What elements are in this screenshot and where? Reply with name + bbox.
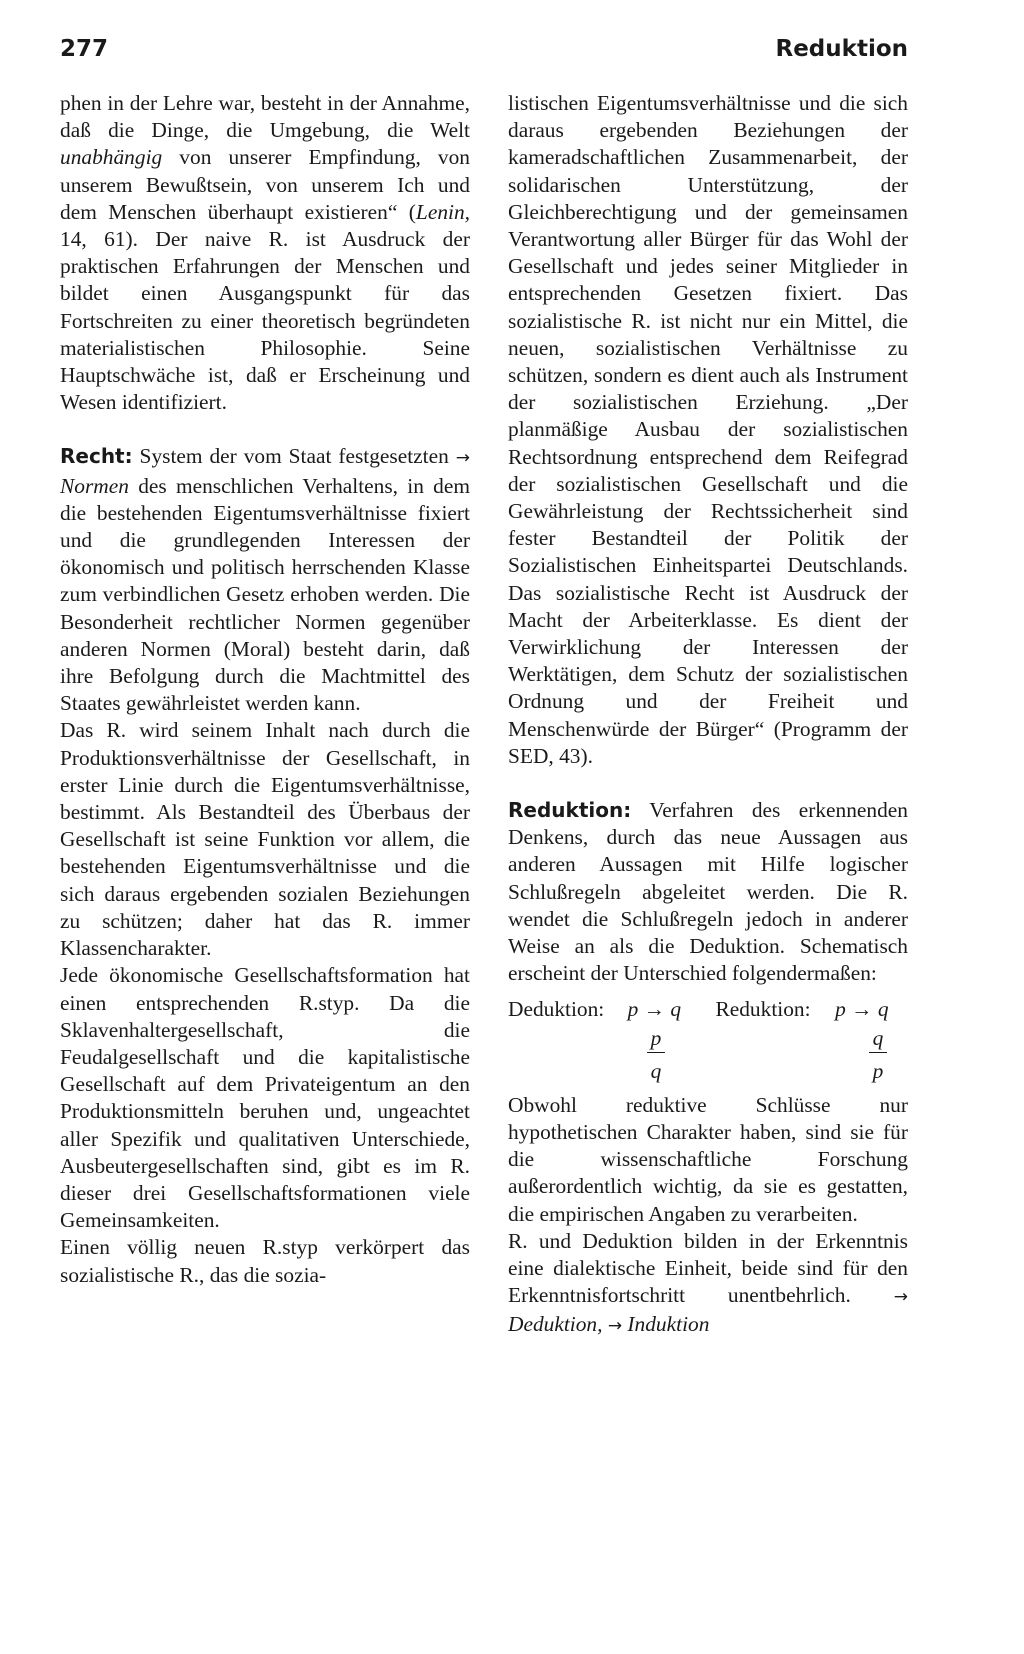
schema-formula-reduktion: p → q (835, 996, 889, 1021)
entry-recht: Recht: System der vom Staat festgesetzten → Normen des menschlichen Verhaltens, in dem die bestehenden Eigentumsverhältnisse fixiert und die grundlegenden Interessen der ökonomisch und politisch herrschenden Klasse zum verbindlichen Gesetz erhoben werden. Die Besonderheit rechtlicher Normen gegenüber anderen Normen (Moral) besteht darin, daß ihre Befolgung durch die Machtmittel des Staates gewährleistet werden kann. (60, 444, 470, 716)
schema-label-deduktion: Deduktion: (508, 996, 605, 1021)
paragraph-gesellschaftsformation: Jede ökonomische Gesellschaftsformation hat einen entsprechenden R.styp. Da die Sklavenhaltergesellschaft, die Feudalgesellschaft und die kapitalistische Gesellschaft auf dem Privateigentum an den Produktionsmitteln beruhen und, ungeachtet aller Spezifik und qualitativen Unterschiede, Ausbeutergesellschaften sind, gibt es im R. dieser drei Gesellschaftsformationen viele Gemeinsamkeiten. (60, 963, 470, 1233)
schema-formula-deduktion: p → q (627, 996, 682, 1021)
page-header (60, 36, 908, 70)
schema-label-reduktion: Reduktion: (715, 996, 811, 1021)
right-column (508, 90, 908, 1341)
emphasis-unabhaengig: unabhängig (60, 145, 163, 170)
entry-term-recht: Recht: (60, 444, 133, 469)
cross-reference-normen[interactable]: Normen (60, 473, 129, 498)
schema-fraction-deduktion: $\frac{p}{q}$ (636, 1025, 676, 1086)
paragraph-dialektische-einheit: R. und Deduktion bilden in der Erkenntnis eine dialektische Einheit, beide sind für den Erkenntnisfortschritt unentbehrlich. → Deduktion, → Induktion (508, 1228, 908, 1337)
entry-term-reduktion: Reduktion: (508, 798, 632, 823)
paragraph-recht-inhalt: Das R. wird seinem Inhalt nach durch die Produktionsverhältnisse der Gesellschaft, in erster Linie durch die Eigentumsverhältnisse, bestimmt. Als Bestandteil des Überbaus der Gesellschaft ist seine Funktion vor allem, die bestehenden Eigentumsverhältnisse und die sich daraus ergebenden sozialen Beziehungen zu schützen; daher hat das R. immer Klassencharakter. (60, 718, 470, 961)
paragraph-sozialistisches-recht-cont: listischen Eigentumsverhältnisse und die sich daraus ergebenden Beziehungen der kameradschaftlichen Zusammenarbeit, der solidarischen Unterstützung, der Gleichberechtigung und der gemeinsamen Verantwortung aller Bürger für das Wohl der Gesellschaft und jedes seiner Mitglieder in entsprechenden Gesetzen fixiert. Das sozialistische R. ist nicht nur ein Mittel, die neuen, sozialistischen Verhältnisse zu schützen, sondern es dient auch als Instrument der sozialistischen Erziehung. „Der planmäßige Ausbau der sozialistischen Rechtsordnung entsprechend dem Reifegrad der sozialistischen Gesellschaft und die Gewährleistung der Rechtssicherheit sind fester Bestandteil der Politik der Sozialistischen Einheitspartei Deutschlands. Das sozialistische Recht ist Ausdruck der Macht der Arbeiterklasse. Es dient der Verwirklichung der Interessen der Werktätigen, dem Schutz der sozialistischen Ordnung und der Freiheit und Menschenwürde der Bürger“ (Programm der SED, 43). (508, 91, 908, 768)
paragraph-reduktive-schluesse: Obwohl reduktive Schlüsse nur hypothetischen Charakter haben, sind sie für die wissenschaftliche Forschung außerordentlich wichtig, da sie es gestatten, die empirischen Angaben zu verarbeiten. (508, 1092, 908, 1226)
paragraph-naive-realism: phen in der Lehre war, besteht in der Annahme, daß die Dinge, die Umgebung, die Welt unabhängig von unserer Empfindung, von unserem Bewußtsein, von unserem Ich und dem Menschen überhaupt existieren“ (Lenin, 14, 61). Der naive R. ist Ausdruck der praktischen Erfahrungen der Menschen und bildet einen Ausgangspunkt für das Fortschreiten zu einer theoretisch begründeten materialistischen Philosophie. Seine Hauptschwäche ist, daß er Erscheinung und Wesen identifiziert. (60, 91, 470, 415)
cross-reference-deduktion[interactable]: Deduktion, (508, 1312, 603, 1337)
paragraph-sozialistisches-recht: Einen völlig neuen R.styp verkörpert das sozialistische R., das die sozia- (60, 1235, 470, 1287)
cross-reference-arrow-icon: → (893, 1287, 908, 1308)
page-number: 277 (60, 36, 109, 62)
left-column (60, 90, 470, 1289)
cross-reference-arrow-icon: → (607, 1316, 623, 1337)
running-title: Reduktion (775, 36, 908, 62)
cross-reference-induktion[interactable]: Induktion (627, 1312, 710, 1337)
schema-fraction-reduktion: $\frac{q}{p}$ (858, 1025, 898, 1086)
cross-reference-arrow-icon: → (455, 448, 470, 469)
entry-reduktion: Reduktion: Verfahren des erkennenden Denkens, durch das neue Aussagen aus anderen Aussagen mit Hilfe logischer Schlußregeln abgeleitet werden. Die R. wendet die Schlußregeln jedoch in anderer Weise an als die Deduktion. Schematisch erscheint der Unterschied folgendermaßen: (508, 798, 908, 986)
citation-lenin: Lenin, (415, 199, 470, 224)
inference-schema (508, 996, 908, 1086)
